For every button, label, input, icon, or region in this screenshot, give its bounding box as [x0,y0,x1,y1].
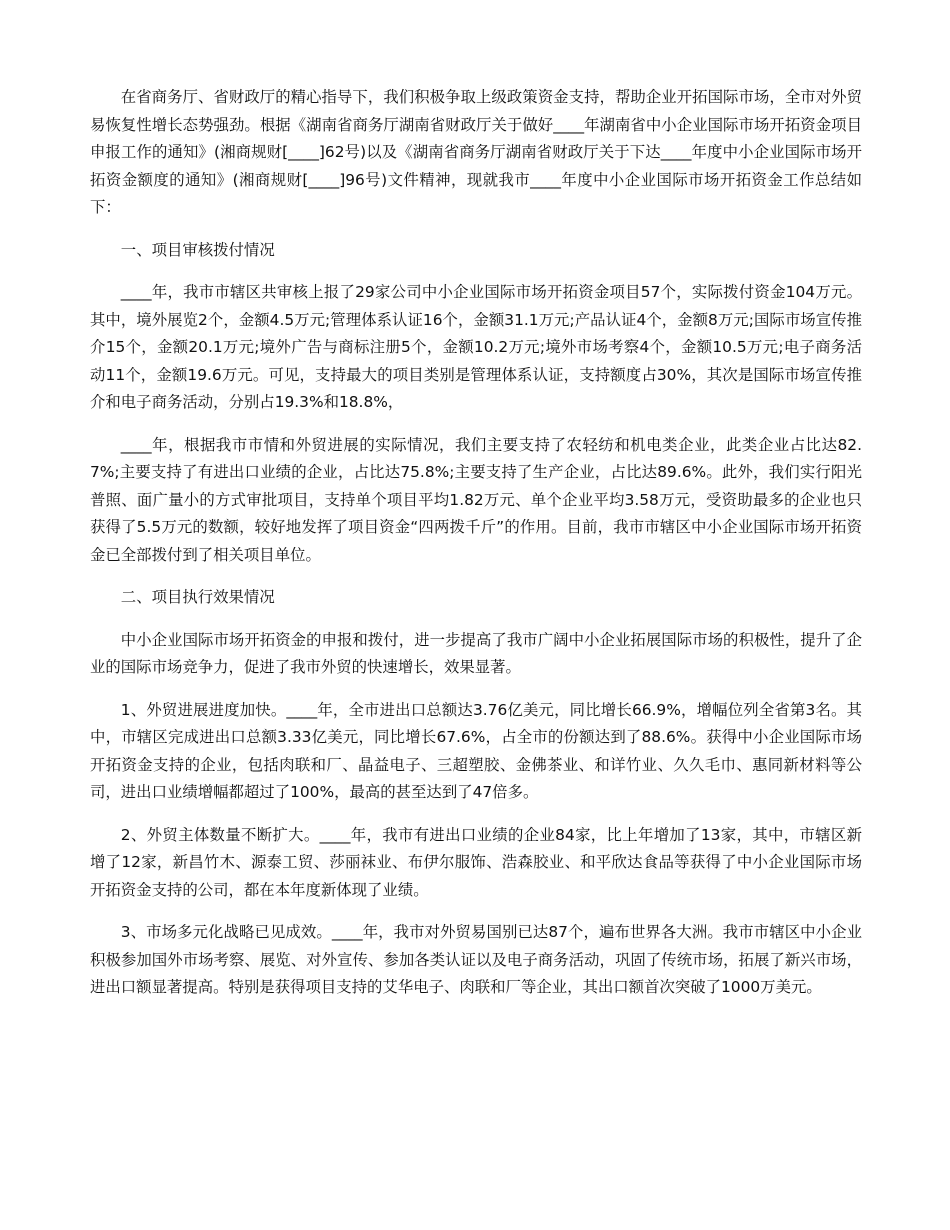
section-2-paragraph-1: 中小企业国际市场开拓资金的申报和拨付，进一步提高了我市广阔中小企业拓展国际市场的积极性，提升了企业的国际市场竞争力，促进了我市外贸的快速增长，效果显著。 [90,630,862,676]
item-2-paragraph: 2、外贸主体数量不断扩大。____年，我市有进出口业绩的企业84家，比上年增加了13家，其中，市辖区新增了12家，新昌竹木、源泰工贸、莎丽袜业、布伊尔服饰、浩森胶业、和平欣达食品等获得了中小企业国际市场开拓资金支持的公司，都在本年度新体现了业绩。 [90,825,862,899]
intro-paragraph: 在省商务厅、省财政厅的精心指导下，我们积极争取上级政策资金支持，帮助企业开拓国际市场，全市对外贸易恢复性增长态势强劲。根据《湖南省商务厅湖南省财政厅关于做好____年湖南省中小企业国际市场开拓资金项目申报工作的通知》(湘商规财[____]62号)以及《湖南省商务厅湖南省财政厅关于下达____年度中小企业国际市场开拓资金额度的通知》(湘商规财[____]96号)文件精神，现就我市____年度中小企业国际市场开拓资金工作总结如下： [90,88,862,216]
item-1-paragraph: 1、外贸进展进度加快。____年，全市进出口总额达3.76亿美元，同比增长66.9%，增幅位列全省第3名。其中，市辖区完成进出口总额3.33亿美元，同比增长67.6%，占全市的份额达到了88.6%。获得中小企业国际市场开拓资金支持的企业，包括肉联和厂、晶益电子、三超塑胶、金佛茶业、和详竹业、久久毛巾、惠同新材料等公司，进出口业绩增幅都超过了100%，最高的甚至达到了47倍多。 [90,700,862,801]
section-2-heading: 二、项目执行效果情况 [120,588,275,606]
section-1-paragraph-2: ____年，根据我市市情和外贸进展的实际情况，我们主要支持了农轻纺和机电类企业，此类企业占比达82.7%;主要支持了有进出口业绩的企业，占比达75.8%;主要支持了生产企业，占比达89.6%。此外，我们实行阳光普照、面广量小的方式审批项目，支持单个项目平均1.82万元、单个企业平均3.58万元，受资助最多的企业也只获得了5.5万元的数额，较好地发挥了项目资金“四两拨千斤”的作用。目前，我市市辖区中小企业国际市场开拓资金已全部拨付到了相关项目单位。 [90,435,862,564]
section-1-paragraph-1: ____年，我市市辖区共审核上报了29家公司中小企业国际市场开拓资金项目57个，实际拨付资金104万元。其中，境外展览2个，金额4.5万元;管理体系认证16个，金额31.1万元;产品认证4个，金额8万元;国际市场宣传推介15个，金额20.1万元;境外广告与商标注册5个，金额10.2万元;境外市场考察4个，金额10.5万元;电子商务活动11个，金额19.6万元。可见，支持最大的项目类别是管理体系认证，支持额度占30%，其次是国际市场宣传推介和电子商务活动，分别占19.3%和18.8%， [90,283,862,411]
section-1-heading: 一、项目审核拨付情况 [120,240,275,259]
item-3-paragraph: 3、市场多元化战略已见成效。____年，我市对外贸易国别已达87个，遍布世界各大洲。我市市辖区中小企业积极参加国外市场考察、展览、对外宣传、参加各类认证以及电子商务活动，巩固了传统市场，拓展了新兴市场，进出口额显著提高。特别是获得项目支持的艾华电子、肉联和厂等企业，其出口额首次突破了1000万美元。 [90,923,862,996]
